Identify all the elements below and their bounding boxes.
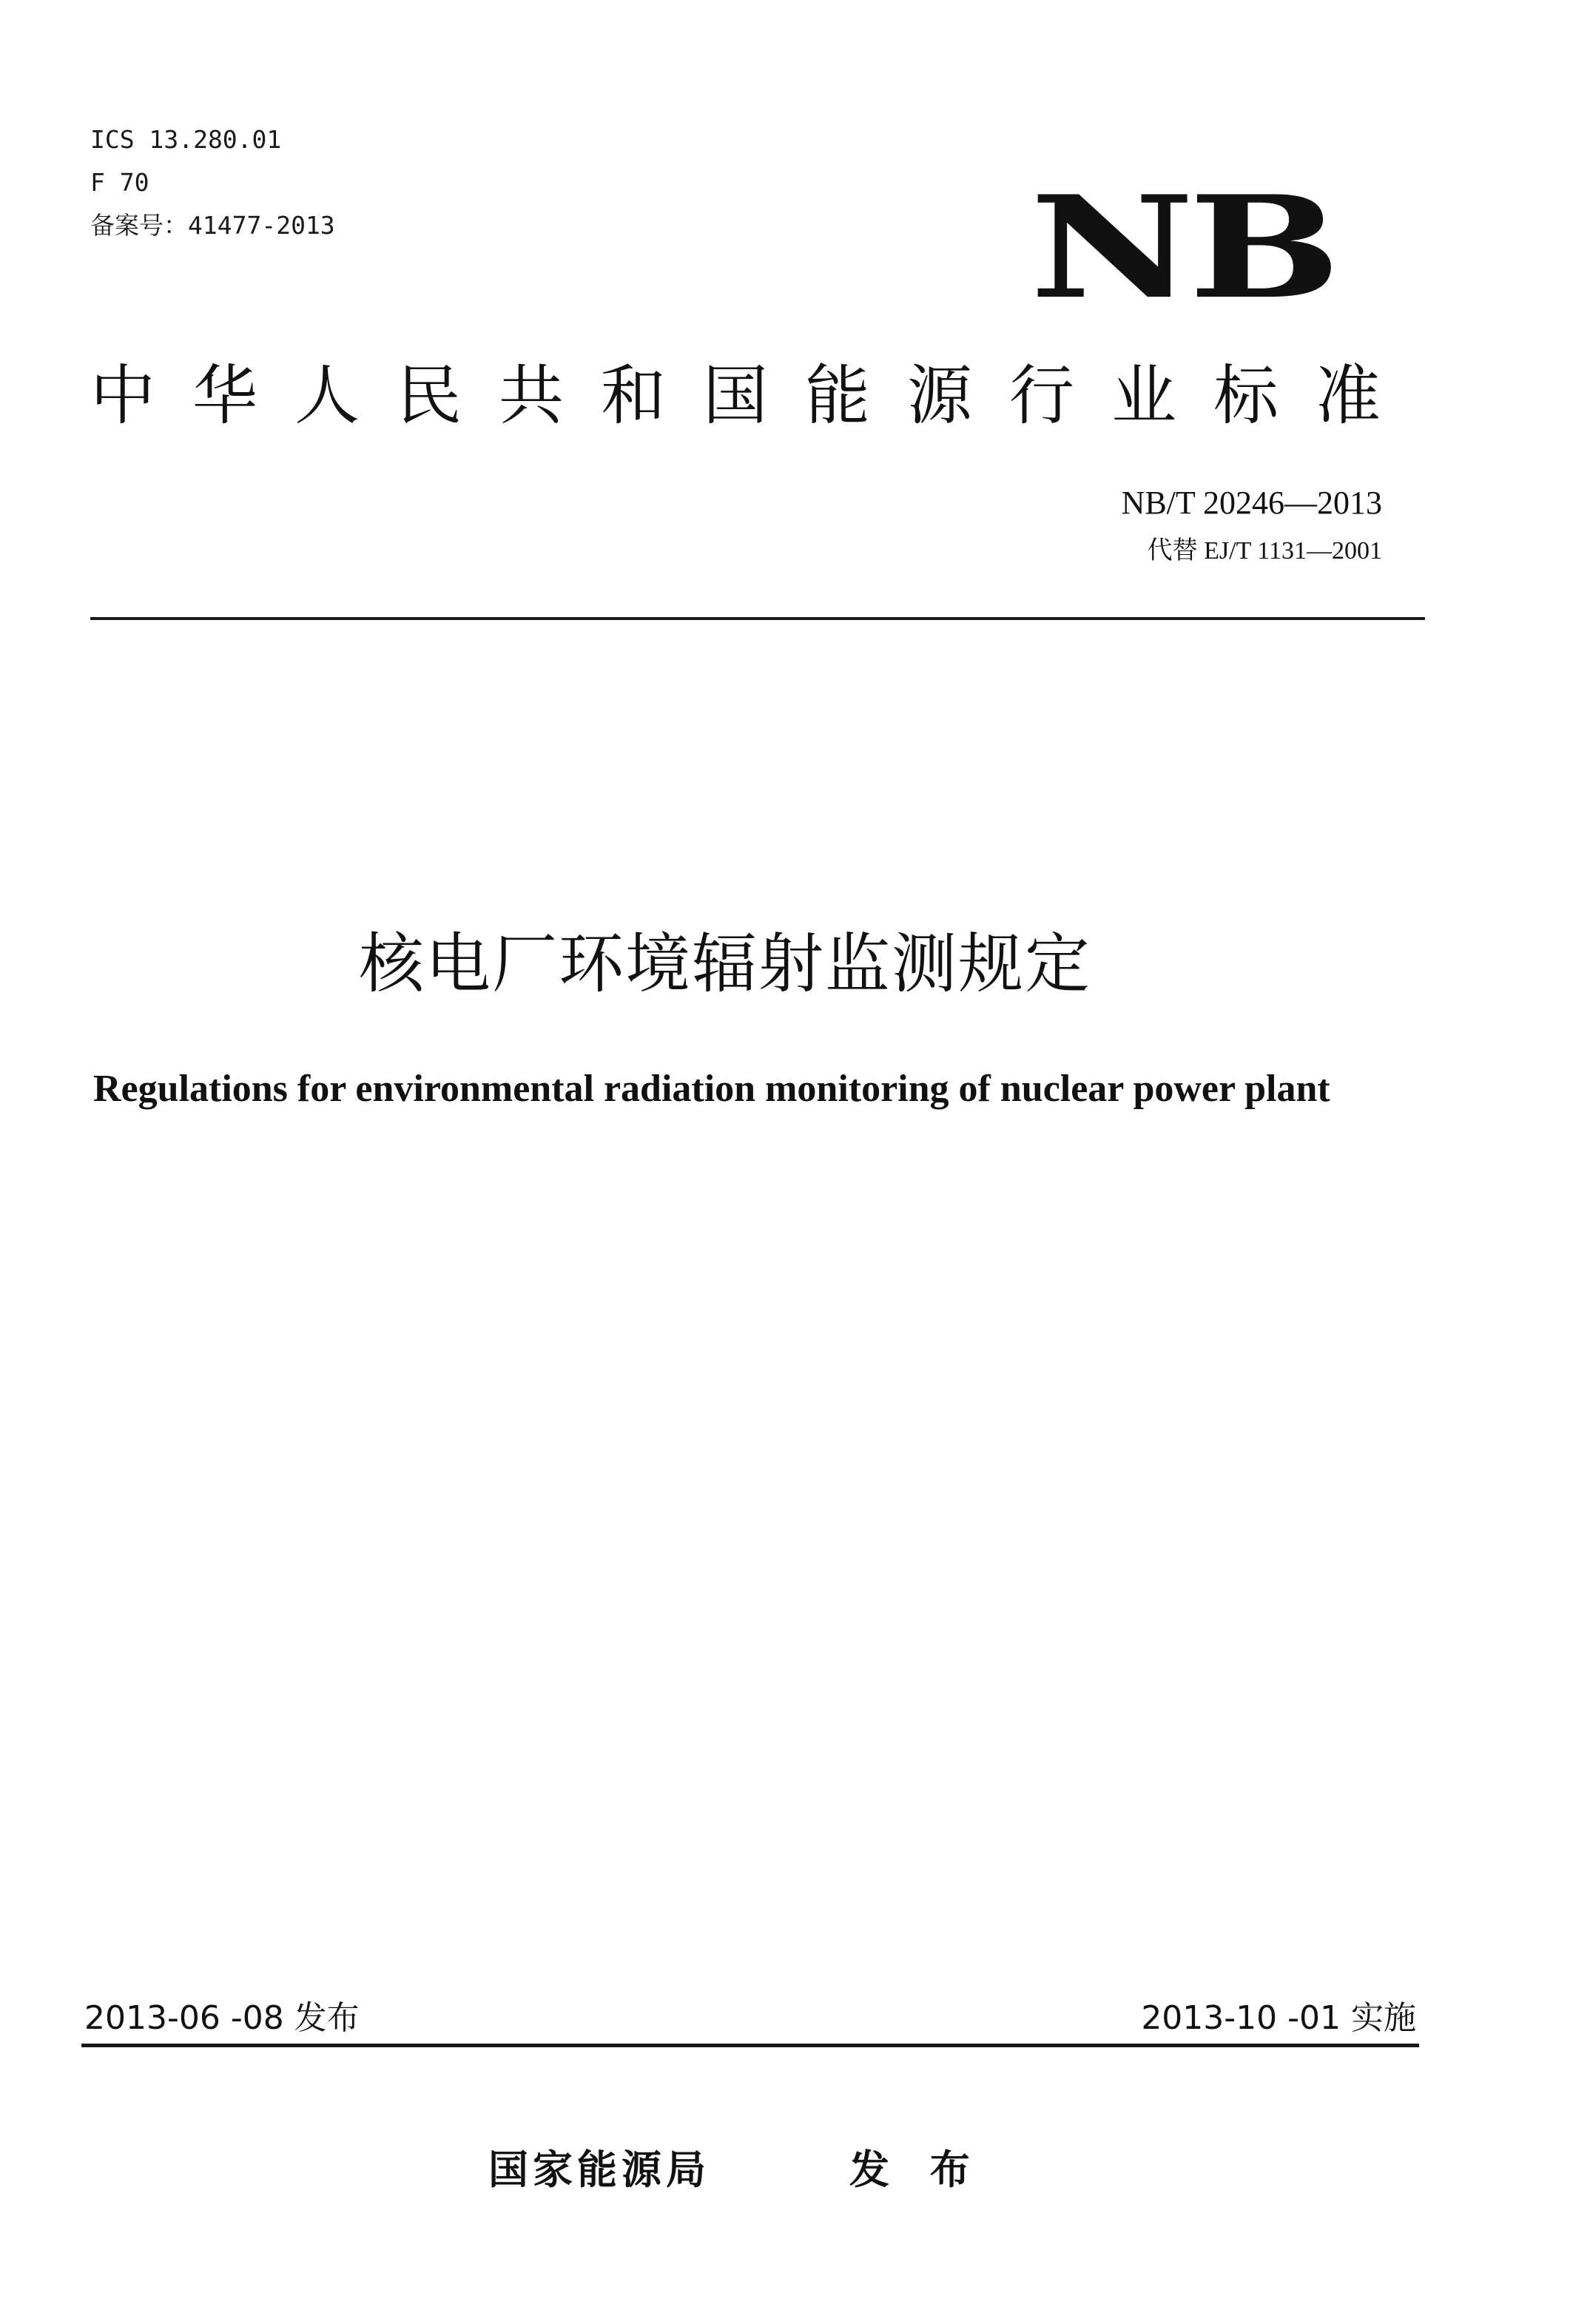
- classification-block: [90, 118, 335, 247]
- record-number: 备案号：41477-2013: [90, 211, 335, 240]
- publish-label: 发 布: [849, 2146, 983, 2193]
- industry-standard-title: 中华人民共和国能源行业标准: [90, 357, 1418, 434]
- ccs-code: F 70: [90, 168, 149, 197]
- ics-code: ICS 13.280.01: [90, 125, 282, 154]
- document-title-chinese: 核电厂环境辐射监测规定: [358, 926, 1091, 1002]
- replaces-standard: 代替 EJ/T 1131—2001: [1147, 537, 1382, 565]
- footer-divider: [81, 2044, 1419, 2047]
- effective-date: 2013-10 -01 实施: [1141, 1999, 1416, 2037]
- header-divider: [90, 617, 1425, 620]
- publisher-name: 国家能源局: [488, 2146, 710, 2193]
- nb-logo: NB: [1030, 165, 1335, 330]
- document-title-english: Regulations for environmental radiation monitoring of nuclear power plant: [93, 1068, 1330, 1110]
- standard-number: NB/T 20246—2013: [1121, 485, 1382, 521]
- issue-date: 2013-06 -08 发布: [84, 1999, 360, 2037]
